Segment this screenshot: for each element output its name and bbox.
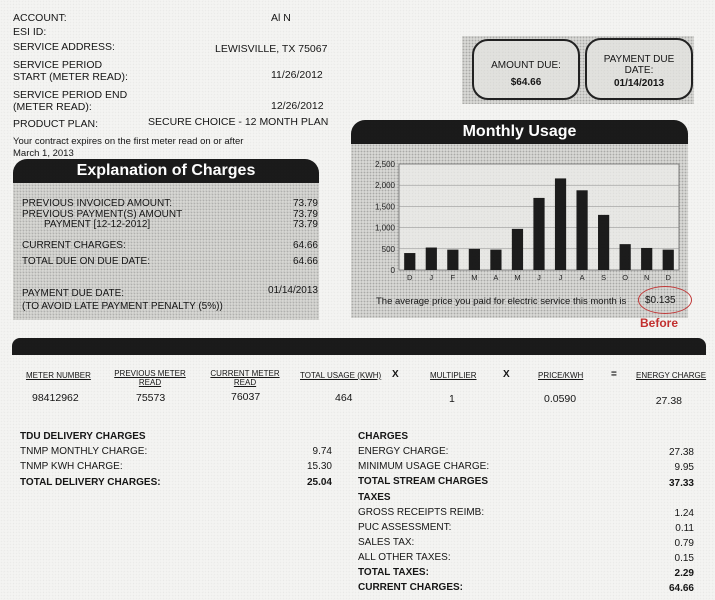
chart-ytick-label: 1,500 bbox=[374, 202, 395, 212]
tdu-total-value: 25.04 bbox=[306, 477, 332, 488]
chart-xtick-label: D bbox=[665, 273, 671, 282]
period-start-label-2: START (METER READ): bbox=[13, 71, 128, 83]
chart-bar bbox=[533, 198, 544, 270]
period-end-value: 12/26/2012 bbox=[271, 100, 324, 112]
gross-receipts-label: GROSS RECEIPTS REIMB: bbox=[358, 507, 485, 518]
gross-receipts-amount: 1.24 bbox=[674, 508, 694, 519]
col-previous-read-2: READ bbox=[138, 378, 162, 387]
stream-charges-amount: 37.33 bbox=[668, 478, 694, 489]
tdu-kwh-label: TNMP KWH CHARGE: bbox=[20, 461, 123, 472]
avg-price-value: $0.135 bbox=[645, 295, 676, 306]
total-due-value: 64.66 bbox=[292, 256, 318, 267]
col-previous-read bbox=[108, 369, 192, 387]
amount-due-value: $64.66 bbox=[510, 77, 542, 88]
chart-bar bbox=[641, 248, 652, 270]
chart-xtick-label: S bbox=[601, 273, 607, 282]
period-start-label-1: SERVICE PERIOD bbox=[13, 59, 103, 71]
before-annotation: Before bbox=[640, 316, 679, 330]
col-previous-read-1: PREVIOUS METER bbox=[114, 369, 186, 378]
payment-due-value: 01/14/2013 bbox=[613, 78, 665, 89]
payment-due-label-1: PAYMENT DUE bbox=[603, 54, 675, 65]
current-charges-value: 64.66 bbox=[292, 240, 318, 251]
amount-due-label: AMOUNT DUE: bbox=[491, 60, 561, 71]
energy-charge-label: ENERGY CHARGE: bbox=[358, 446, 449, 457]
chart-xtick-label: J bbox=[537, 273, 541, 282]
energy-charge-value: 27.38 bbox=[655, 395, 682, 407]
chart-ytick-label: 2,000 bbox=[374, 181, 395, 191]
col-current-read bbox=[205, 369, 285, 387]
col-multiplier: MULTIPLIER bbox=[430, 371, 477, 380]
col-price: PRICE/KWH bbox=[538, 371, 584, 380]
taxes-title: TAXES bbox=[358, 492, 391, 503]
col-energy-charge: ENERGY CHARGE bbox=[636, 371, 707, 380]
puc-assessment-label: PUC ASSESSMENT: bbox=[358, 522, 452, 533]
payment-due-label-2: DATE: bbox=[624, 65, 654, 76]
plan-value: SECURE CHOICE - 12 MONTH PLAN bbox=[148, 116, 329, 128]
current-charges-total-label: CURRENT CHARGES: bbox=[358, 582, 463, 593]
chart-bar bbox=[555, 178, 566, 270]
chart-bar bbox=[663, 250, 674, 270]
chart-xtick-label: N bbox=[643, 273, 650, 282]
chart-bar bbox=[426, 248, 437, 270]
tdu-kwh-value: 15.30 bbox=[306, 461, 332, 472]
chart-bar bbox=[576, 190, 587, 270]
payment-line-label: PAYMENT [12-12-2012] bbox=[44, 219, 151, 230]
chart-xtick-label: A bbox=[493, 273, 499, 282]
minimum-usage-label: MINIMUM USAGE CHARGE: bbox=[358, 461, 490, 472]
account-label: ACCOUNT: bbox=[13, 12, 67, 24]
price-value: 0.0590 bbox=[544, 393, 577, 405]
payment-due-box bbox=[585, 38, 693, 100]
prev-payments-label: PREVIOUS PAYMENT(S) AMOUNT bbox=[22, 209, 183, 220]
tdu-title: TDU DELIVERY CHARGES bbox=[20, 431, 146, 442]
usage-bar-chart bbox=[351, 144, 688, 294]
avg-price-text: The average price you paid for electric service this month is bbox=[376, 296, 627, 307]
total-due-label: TOTAL DUE ON DUE DATE: bbox=[22, 256, 150, 267]
amount-due-box bbox=[472, 39, 580, 100]
chart-bar bbox=[404, 253, 415, 270]
chart-ytick-label: 1,000 bbox=[374, 223, 395, 233]
chart-bar bbox=[598, 215, 609, 270]
chart-bar bbox=[447, 250, 458, 270]
times-sign-2: X bbox=[503, 369, 510, 380]
contract-note-1: Your contract expires on the first meter read on or after bbox=[13, 136, 244, 147]
payment-line-value: 73.79 bbox=[292, 219, 318, 230]
tdu-monthly-value: 9.74 bbox=[312, 446, 332, 457]
esi-id-label: ESI ID: bbox=[13, 26, 47, 38]
chart-ytick-label: 500 bbox=[381, 244, 395, 254]
sales-tax-amount: 0.79 bbox=[674, 538, 694, 549]
account-value: Al N bbox=[271, 12, 291, 24]
penalty-note: (TO AVOID LATE PAYMENT PENALTY (5%)) bbox=[22, 301, 223, 312]
chart-ytick-label: 2,500 bbox=[374, 160, 395, 169]
total-taxes-label: TOTAL TAXES: bbox=[358, 567, 429, 578]
other-taxes-amount: 0.15 bbox=[674, 553, 694, 564]
col-current-read-1: CURRENT METER bbox=[210, 369, 280, 378]
sales-tax-label: SALES TAX: bbox=[358, 537, 415, 548]
section-divider-bar bbox=[12, 338, 706, 355]
monthly-usage-title: Monthly Usage bbox=[351, 120, 688, 144]
minimum-usage-amount: 9.95 bbox=[674, 462, 694, 473]
total-usage-value: 464 bbox=[335, 392, 353, 404]
previous-read-value: 75573 bbox=[136, 392, 166, 404]
period-start-value: 11/26/2012 bbox=[271, 69, 323, 81]
period-end-label-2: (METER READ): bbox=[13, 101, 92, 113]
meter-number-value: 98412962 bbox=[32, 392, 79, 404]
total-taxes-amount: 2.29 bbox=[674, 568, 694, 579]
chart-xtick-label: M bbox=[471, 273, 478, 282]
current-charges-label: CURRENT CHARGES: bbox=[22, 240, 126, 251]
chart-xtick-label: J bbox=[429, 273, 434, 282]
avg-price-highlight-circle bbox=[638, 286, 692, 314]
tdu-monthly-label: TNMP MONTHLY CHARGE: bbox=[20, 446, 148, 457]
equals-sign: = bbox=[611, 369, 617, 380]
contract-note-2: March 1, 2013 bbox=[13, 148, 74, 159]
current-read-value: 76037 bbox=[231, 391, 261, 403]
service-address-label: SERVICE ADDRESS: bbox=[13, 41, 115, 53]
chart-xtick-label: J bbox=[558, 273, 563, 282]
chart-xtick-label: D bbox=[407, 273, 413, 282]
stream-charges-label: TOTAL STREAM CHARGES bbox=[358, 476, 489, 487]
times-sign-1: X bbox=[392, 369, 399, 380]
plan-label: PRODUCT PLAN: bbox=[13, 118, 98, 130]
multiplier-value: 1 bbox=[449, 393, 455, 405]
chart-xtick-label: O bbox=[622, 273, 629, 282]
prev-invoiced-value: 73.79 bbox=[292, 198, 318, 209]
energy-charge-amount: 27.38 bbox=[668, 447, 694, 458]
charges-title: CHARGES bbox=[358, 431, 409, 442]
chart-ytick-label: 0 bbox=[390, 266, 395, 275]
chart-bar bbox=[512, 229, 523, 270]
chart-xtick-label: A bbox=[579, 273, 585, 282]
tdu-total-label: TOTAL DELIVERY CHARGES: bbox=[20, 477, 161, 488]
current-charges-total-amount: 64.66 bbox=[668, 583, 694, 594]
col-total-usage: TOTAL USAGE (KWH) bbox=[300, 371, 382, 380]
puc-assessment-amount: 0.11 bbox=[675, 523, 694, 534]
chart-xtick-label: F bbox=[450, 273, 456, 282]
other-taxes-label: ALL OTHER TAXES: bbox=[358, 552, 451, 563]
explanation-title: Explanation of Charges bbox=[13, 159, 319, 183]
payment-due-date-value: 01/14/2013 bbox=[267, 285, 318, 296]
prev-payments-value: 73.79 bbox=[292, 209, 318, 220]
prev-invoiced-label: PREVIOUS INVOICED AMOUNT: bbox=[22, 198, 173, 209]
chart-bar bbox=[620, 244, 631, 270]
col-meter-number: METER NUMBER bbox=[26, 371, 91, 380]
chart-bar bbox=[490, 250, 501, 270]
payment-due-date-label: PAYMENT DUE DATE: bbox=[22, 288, 125, 299]
period-end-label-1: SERVICE PERIOD END bbox=[13, 89, 128, 101]
chart-bar bbox=[469, 249, 480, 270]
chart-xtick-label: M bbox=[514, 273, 521, 282]
col-current-read-2: READ bbox=[233, 378, 257, 387]
service-address-value: LEWISVILLE, TX 75067 bbox=[215, 43, 328, 55]
